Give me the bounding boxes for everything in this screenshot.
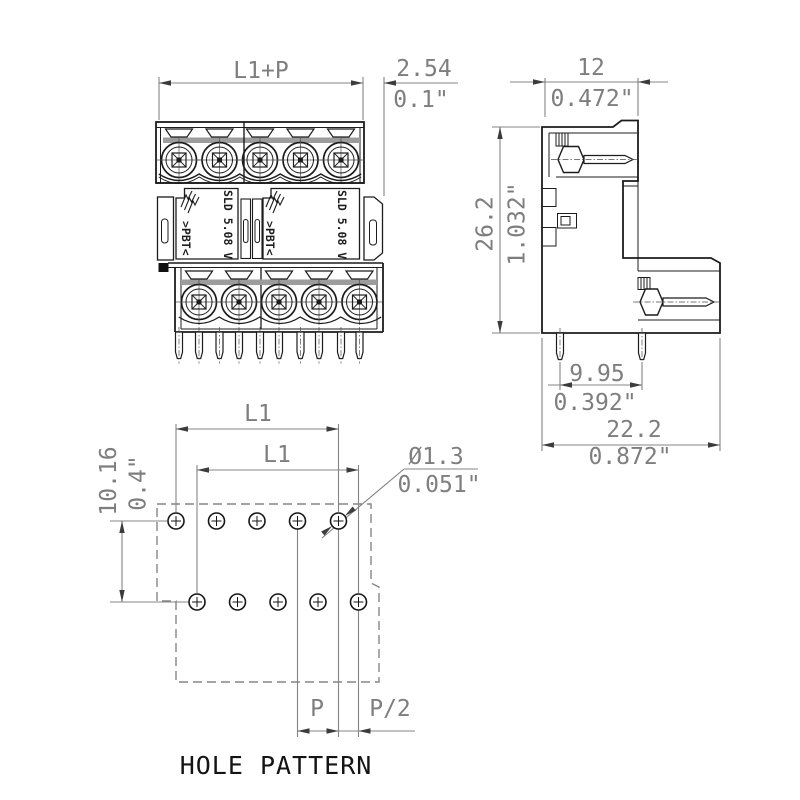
board-outline — [157, 504, 379, 682]
marking-sld-left: SLD 5.08 V — [221, 190, 235, 260]
solder-pin-side — [557, 328, 564, 365]
dim-1016-mm: 10.16 — [96, 446, 122, 516]
dim-262-mm: 26.2 — [472, 196, 499, 252]
dim-995-mm: 9.95 — [569, 361, 625, 387]
hole-pattern-view — [96, 401, 481, 780]
dim-254-mm: 2.54 — [396, 56, 452, 82]
left-flange — [158, 197, 174, 260]
dim-hole-dia-inch: 0.051" — [397, 472, 481, 498]
front-view — [156, 56, 458, 364]
dim-l1-top: L1 — [244, 401, 272, 427]
dim-l1-bottom: L1 — [263, 442, 291, 468]
dim-pitch: P — [310, 696, 324, 722]
dim-222-mm: 22.2 — [606, 417, 662, 443]
dim-262-inch: 1.032" — [504, 182, 531, 266]
wire-slots-bottom — [186, 271, 374, 279]
screw-terminal-icon — [176, 279, 222, 325]
dim-254-inch: 0.1" — [393, 87, 449, 113]
dim-hole-dia-mm: Ø1.3 — [408, 444, 464, 470]
dim-1016-inch: 0.4" — [125, 455, 152, 511]
marking-pbt-right: >PBT< — [263, 221, 277, 256]
dim-995-inch: 0.392" — [553, 390, 637, 416]
marking-pbt-left: >PBT< — [179, 221, 193, 256]
hole-pattern-caption: HOLE PATTERN — [179, 751, 373, 780]
dim-half-pitch: P/2 — [369, 696, 411, 722]
dim-222-inch: 0.872" — [588, 444, 672, 470]
right-flange — [364, 197, 383, 260]
dim-12-inch: 0.472" — [550, 86, 634, 112]
solder-pin-side — [639, 328, 646, 365]
marking-sld-right: SLD 5.08 V — [335, 190, 349, 260]
polarization-mark — [159, 263, 169, 272]
side-view — [473, 55, 721, 470]
screw-terminal-icon — [216, 279, 262, 325]
hole-pattern-dimensions — [96, 401, 481, 737]
dim-12-mm: 12 — [577, 55, 605, 81]
mounting-holes — [168, 513, 367, 610]
dim-l1p-label: L1+P — [233, 58, 289, 84]
